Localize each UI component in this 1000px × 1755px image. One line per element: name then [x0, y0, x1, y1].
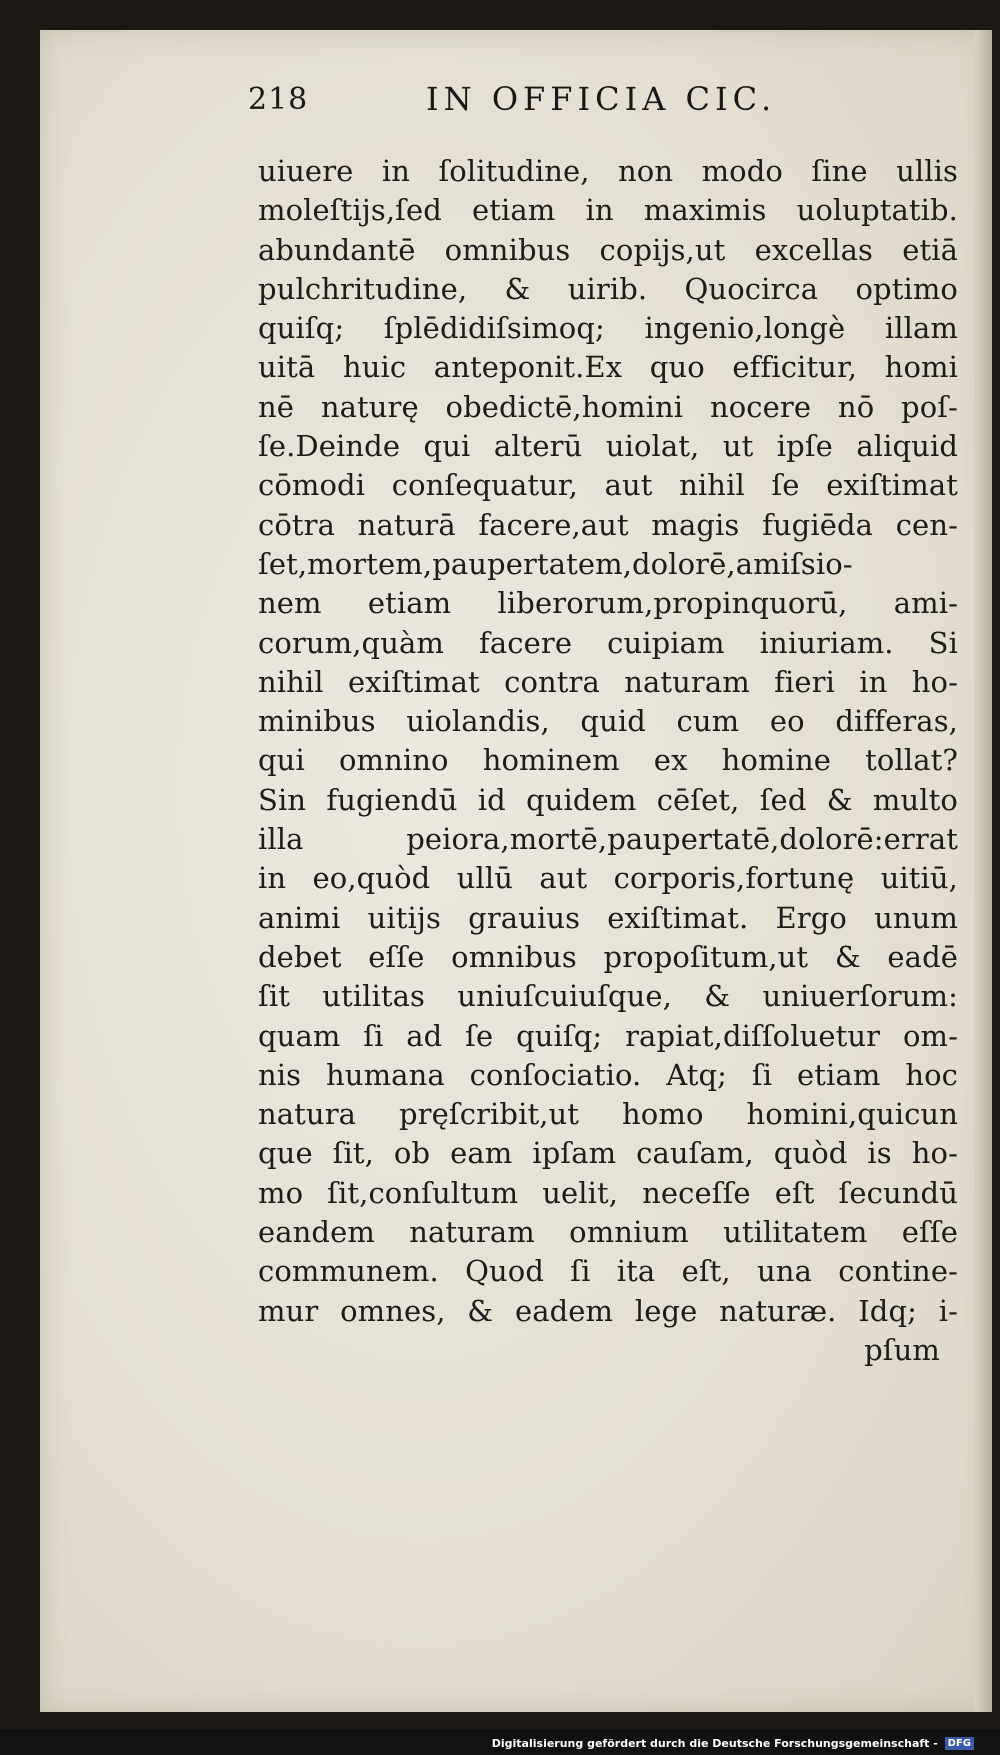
text-line: que ſit, ob eam ipſam cauſam, quòd is ho- — [258, 1136, 958, 1171]
text-line: natura pręſcribit,ut homo homini,quicun — [258, 1097, 958, 1132]
running-head: IN OFFICIA CIC. — [426, 80, 777, 118]
text-line: mur omnes, & eadem lege naturæ. Idq; i- — [258, 1293, 958, 1328]
text-line: cōtra naturā facere,aut magis fugiēda cen- — [258, 507, 958, 542]
text-line: qui omnino hominem ex homine tollat? — [258, 743, 958, 778]
text-line: uiuere in ſolitudine, non modo ſine ullis — [258, 154, 958, 188]
text-line: illa peiora,mortē,paupertatē,dolorē:errat — [258, 822, 958, 857]
funding-credit — [492, 1737, 974, 1751]
text-line: in eo,quòd ullū aut corporis,fortunę uitiū, — [258, 861, 958, 896]
text-line: nis humana conſociatio. Atq; ſi etiam hoc — [258, 1057, 958, 1092]
text-line: cōmodi conſequatur, aut nihil ſe exiſtimat — [258, 468, 958, 503]
text-line: ſe.Deinde qui alterū uiolat, ut ipſe aliquid — [258, 429, 958, 464]
text-line: pulchritudine, & uirib. Quocirca optimo — [258, 271, 958, 306]
text-line: abundantē omnibus copijs,ut excellas etiā — [258, 232, 958, 267]
text-line: ſet,mortem,paupertatem,dolorē,amiſsio- — [258, 546, 853, 581]
catchword: pſum — [864, 1332, 940, 1367]
text-line: debet eſſe omnibus propoſitum,ut & eadē — [258, 939, 958, 974]
text-line: minibus uiolandis, quid cum eo differas, — [258, 704, 958, 739]
text-line: corum,quàm facere cuipiam iniuriam. Si — [258, 625, 958, 660]
text-line: animi uitijs grauius exiſtimat. Ergo unum — [258, 900, 958, 935]
text-line: nem etiam liberorum,propinquorū, ami- — [258, 586, 958, 621]
text-line: mo ſit,conſultum uelit, neceſſe eſt ſecundū — [258, 1175, 958, 1210]
text-line: Sin fugiendū id quidem cēſet, ſed & multo — [258, 782, 958, 817]
text-line: quiſq; ſplēdidiſsimoq; ingenio,longè illam — [258, 311, 958, 346]
text-line: moleſtijs,ſed etiam in maximis uoluptatib. — [258, 193, 958, 228]
text-line: nē naturę obedictē,homini nocere nō poſ- — [258, 389, 958, 424]
text-line: communem. Quod ſi ita eſt, una contine- — [258, 1254, 958, 1289]
dfg-logo-icon: DFG — [945, 1737, 974, 1750]
text-line: quam ſi ad ſe quiſq; rapiat,diſſoluetur om- — [258, 1018, 958, 1053]
page-header — [248, 80, 968, 130]
text-line: nihil exiſtimat contra naturam fieri in ho- — [258, 664, 958, 699]
footer-bar — [0, 1729, 1000, 1755]
book-page — [40, 30, 992, 1712]
folio-number: 218 — [248, 82, 309, 117]
funding-credit-text: Digitalisierung gefördert durch die Deutsche Forschungsgemeinschaft - — [491, 1736, 938, 1750]
text-line: uitā huic anteponit.Ex quo efficitur, homi — [258, 350, 958, 385]
text-block — [258, 152, 958, 1370]
page-edge — [974, 30, 992, 1712]
text-line: ſit utilitas uniuſcuiuſque, & uniuerſorum: — [258, 979, 958, 1014]
text-line: eandem naturam omnium utilitatem eſſe — [258, 1215, 958, 1250]
